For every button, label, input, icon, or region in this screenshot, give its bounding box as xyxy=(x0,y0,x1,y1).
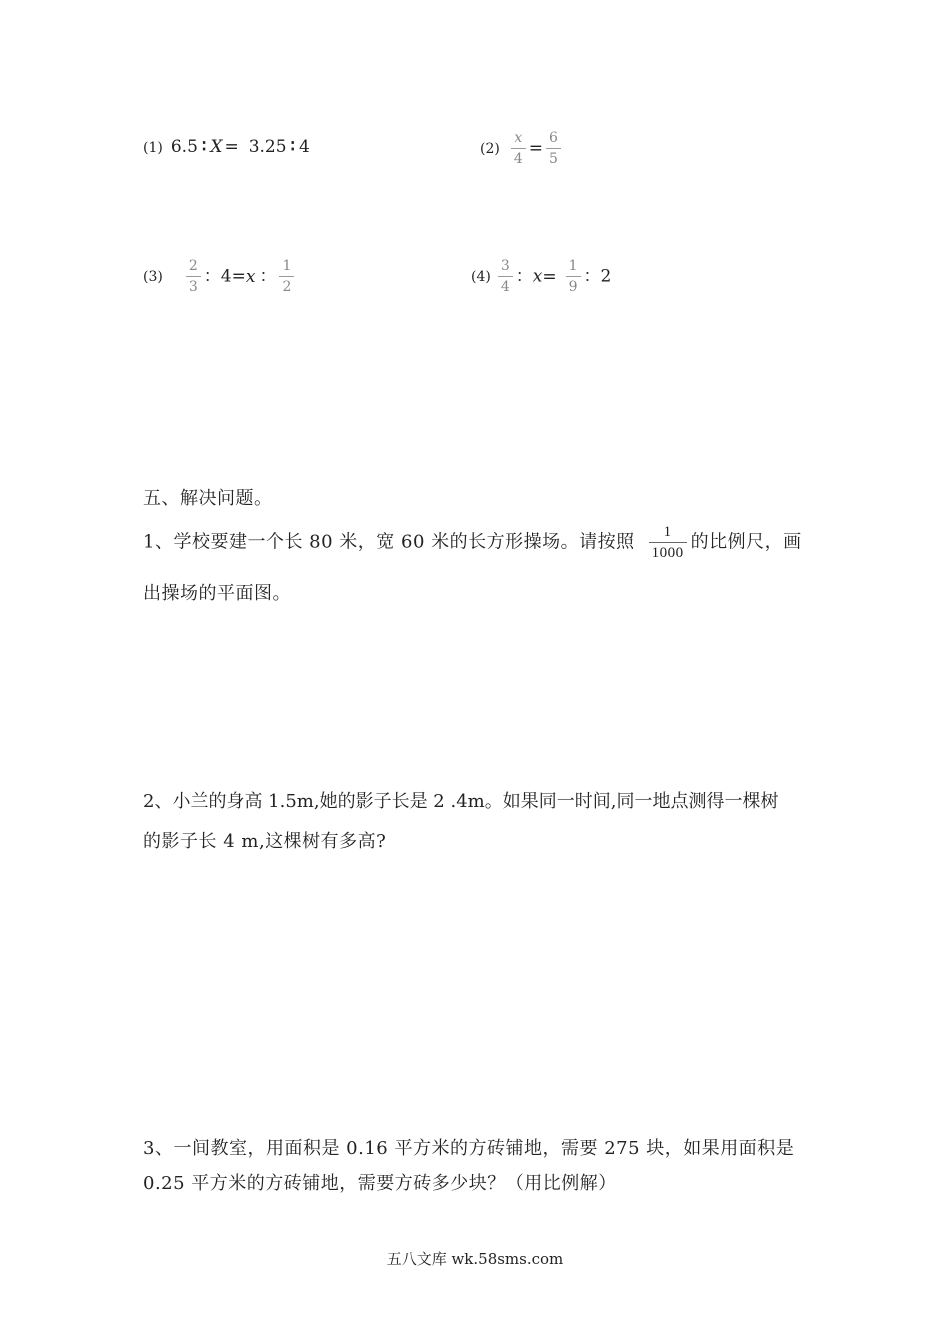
equals-sign: = xyxy=(224,137,239,157)
equation-2 xyxy=(480,130,564,167)
ratio-colon: ∶ xyxy=(290,137,295,157)
equation-term: 3.25 xyxy=(248,137,287,157)
fraction: $\frac{2}{3}$ xyxy=(186,258,201,295)
question-text: 的比例尺，画 xyxy=(690,531,802,553)
equation-4 xyxy=(471,258,611,295)
footer-watermark: 五八文库 wk.58sms.com xyxy=(386,1250,564,1268)
question-3-line-2: 0.25 平方米的方砖铺地，需要方砖多少块？（用比例解） xyxy=(143,1173,617,1194)
variable: x xyxy=(532,266,543,287)
equation-label: (4) xyxy=(471,268,491,285)
equation-label: (2) xyxy=(480,140,500,157)
equals-sign: = xyxy=(528,138,544,159)
ratio-colon: ∶ xyxy=(201,137,207,157)
fraction: $\frac{1}{9}$ xyxy=(566,258,581,295)
fraction: $\frac{6}{5}$ xyxy=(546,130,561,167)
equation-term: 4 xyxy=(298,137,310,157)
ratio-colon: ： xyxy=(515,266,533,287)
fraction: $\frac{1}{2}$ xyxy=(279,258,294,295)
scale-fraction: $\frac{1}{1000}$ xyxy=(649,524,687,561)
equals-sign: = xyxy=(231,266,246,287)
equation-term: 4 xyxy=(220,266,232,287)
equation-label: (1) xyxy=(143,140,163,156)
variable: x xyxy=(245,266,256,287)
ratio-colon: ： xyxy=(583,266,601,287)
ratio-colon: ： xyxy=(203,266,221,287)
equation-label: (3) xyxy=(143,268,163,285)
equation-term: 2 xyxy=(600,266,612,287)
equation-3 xyxy=(143,258,297,295)
section-title: 五、解决问题。 xyxy=(143,488,273,509)
equation-1 xyxy=(143,137,310,158)
question-2-line-1: 2、小兰的身高 1.5m,她的影子长是 2 .4m。如果同一时间,同一地点测得一棵树 xyxy=(143,791,779,812)
variable: X xyxy=(210,137,223,157)
equals-sign: = xyxy=(542,266,557,287)
question-2-line-2: 的影子长 4 m,这棵树有多高? xyxy=(143,831,387,852)
question-3-line-1: 3、一间教室，用面积是 0.16 平方米的方砖铺地，需要 275 块，如果用面积是 xyxy=(143,1138,795,1159)
question-text: 1、学校要建一个长 80 米，宽 60 米的长方形操场。请按照 xyxy=(143,531,635,553)
fraction: $\frac{x}{4}$ xyxy=(511,130,526,167)
ratio-colon: ： xyxy=(259,266,277,287)
question-1-line-2: 出操场的平面图。 xyxy=(143,583,291,604)
equation-term: 6.5 xyxy=(170,137,198,157)
fraction: $\frac{3}{4}$ xyxy=(498,258,513,295)
question-1-line-1 xyxy=(143,524,802,561)
